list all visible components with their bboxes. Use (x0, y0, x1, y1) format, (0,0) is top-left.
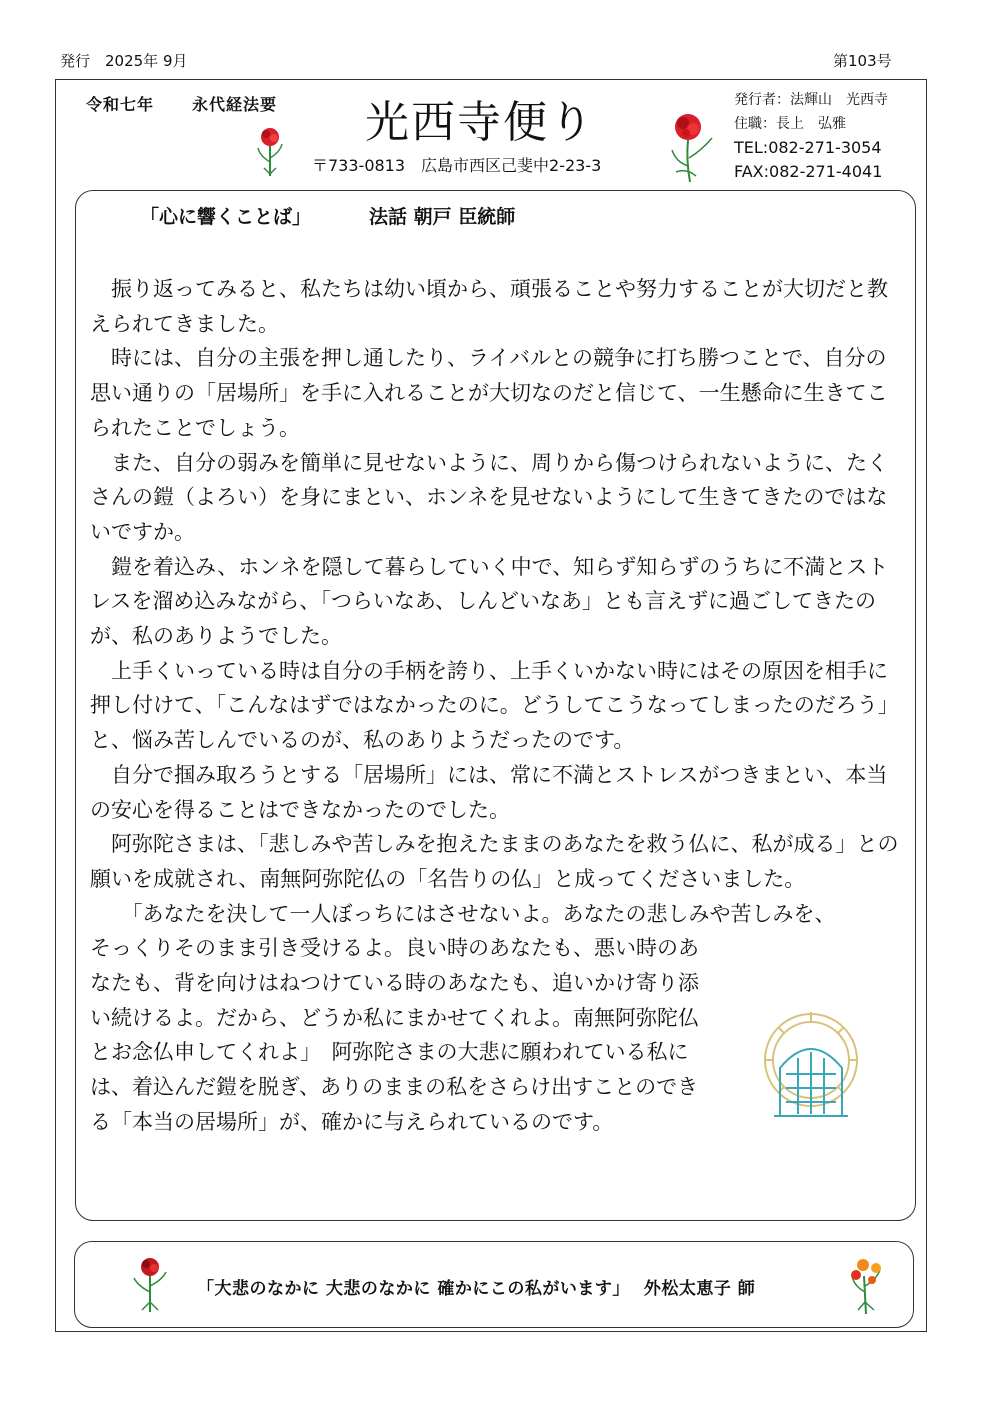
quote-text: 「大悲のなかに 大悲のなかに 確かにこの私がいます」 (197, 1279, 630, 1299)
carnation-icon (250, 124, 290, 179)
paragraph: 自分で掴み取ろうとする「居場所」には、常に不満とストレスがつきまとい、本当の安心を得ることはできなかったのでした。 (90, 762, 888, 822)
issue-number: 第103号 (833, 52, 892, 70)
event-name: 永代経法要 (192, 95, 278, 114)
temple-logo (752, 1008, 870, 1158)
footer-quote (197, 1274, 755, 1299)
paragraph: また、自分の弱みを簡単に見せないように、周りから傷つけられないように、たくさんの鎧（よろい）を身にまとい、ホンネを見せないようにして生きてきたのではないですか。 (90, 450, 888, 544)
quote-author: 外松太恵子 師 (643, 1279, 756, 1299)
sermon-heading (140, 202, 515, 229)
carnation-icon (128, 1256, 173, 1314)
fax: FAX:082-271-4041 (734, 162, 883, 181)
publisher: 発行者：法輝山 光西寺 (734, 92, 888, 108)
carnation-icon (666, 110, 724, 184)
paragraph: 振り返ってみると、私たちは幼い頃から、頑張ることや努力することが大切だと教えられてきました。 (90, 277, 888, 336)
flower-icon (846, 1256, 886, 1316)
paragraph: 上手くいっている時は自分の手柄を誇り、上手くいかない時にはその原因を相手に押し付けて、「こんなはずではなかったのに。どうしてこうなってしまったのだろう」と、悩み苦しんでいるのが、私のありようだったのです。 (90, 658, 899, 753)
sermon-title: 「心に響くことば」 (140, 206, 312, 228)
sermon-speaker: 法話 朝戸 臣統師 (369, 206, 516, 228)
publisher-info (734, 88, 888, 184)
priest: 住職：長上 弘雅 (734, 116, 846, 132)
paragraph: 鎧を着込み、ホンネを隠して暮らしていく中で、知らず知らずのうちに不満とストレスを溜め込みながら、「つらいなあ、しんどいなあ」とも言えずに過ごしてきたのが、私のありようでした。 (90, 554, 889, 649)
paragraph-continued: そっくりそのまま引き受けるよ。良い時のあなたも、悪い時のあなたも、背を向けはねつけている時のあなたも、追いかけ寄り添い続けるよ。だから、どうか私にまかせてくれよ。南無阿弥陀仏とお念仏申してくれよ」 阿弥陀さまの大悲に願われている私には、着込んだ鎧を脱ぎ、ありのままの私をさらけ出すことのできる「本当の居場所」が、確かに与えられているのです。 (90, 936, 699, 1134)
telephone: TEL:082-271-3054 (734, 138, 882, 157)
newsletter-title: 光西寺便り (365, 97, 595, 148)
paragraph: 阿弥陀さまは、「悲しみや苦しみを抱えたままのあなたを救う仏に、私が成る」との願いを成就され、南無阿弥陀仏の「名告りの仏」と成ってくださいました。 (90, 832, 899, 891)
event-year: 令和七年 (86, 95, 155, 114)
temple-address: 〒733-0813 広島市西区己斐中2-23-3 (312, 156, 602, 175)
event-heading (86, 92, 277, 115)
issue-date: 発行 2025年 9月 (60, 52, 188, 70)
paragraph: 時には、自分の主張を押し通したり、ライバルとの競争に打ち勝つことで、自分の思い通りの「居場所」を手に入れることが大切なのだと信じて、一生懸命に生きてこられたことでしょう。 (90, 346, 888, 440)
paragraph: 「あなたを決して一人ぼっちにはさせないよ。あなたの悲しみや苦しみを、 (121, 901, 836, 926)
